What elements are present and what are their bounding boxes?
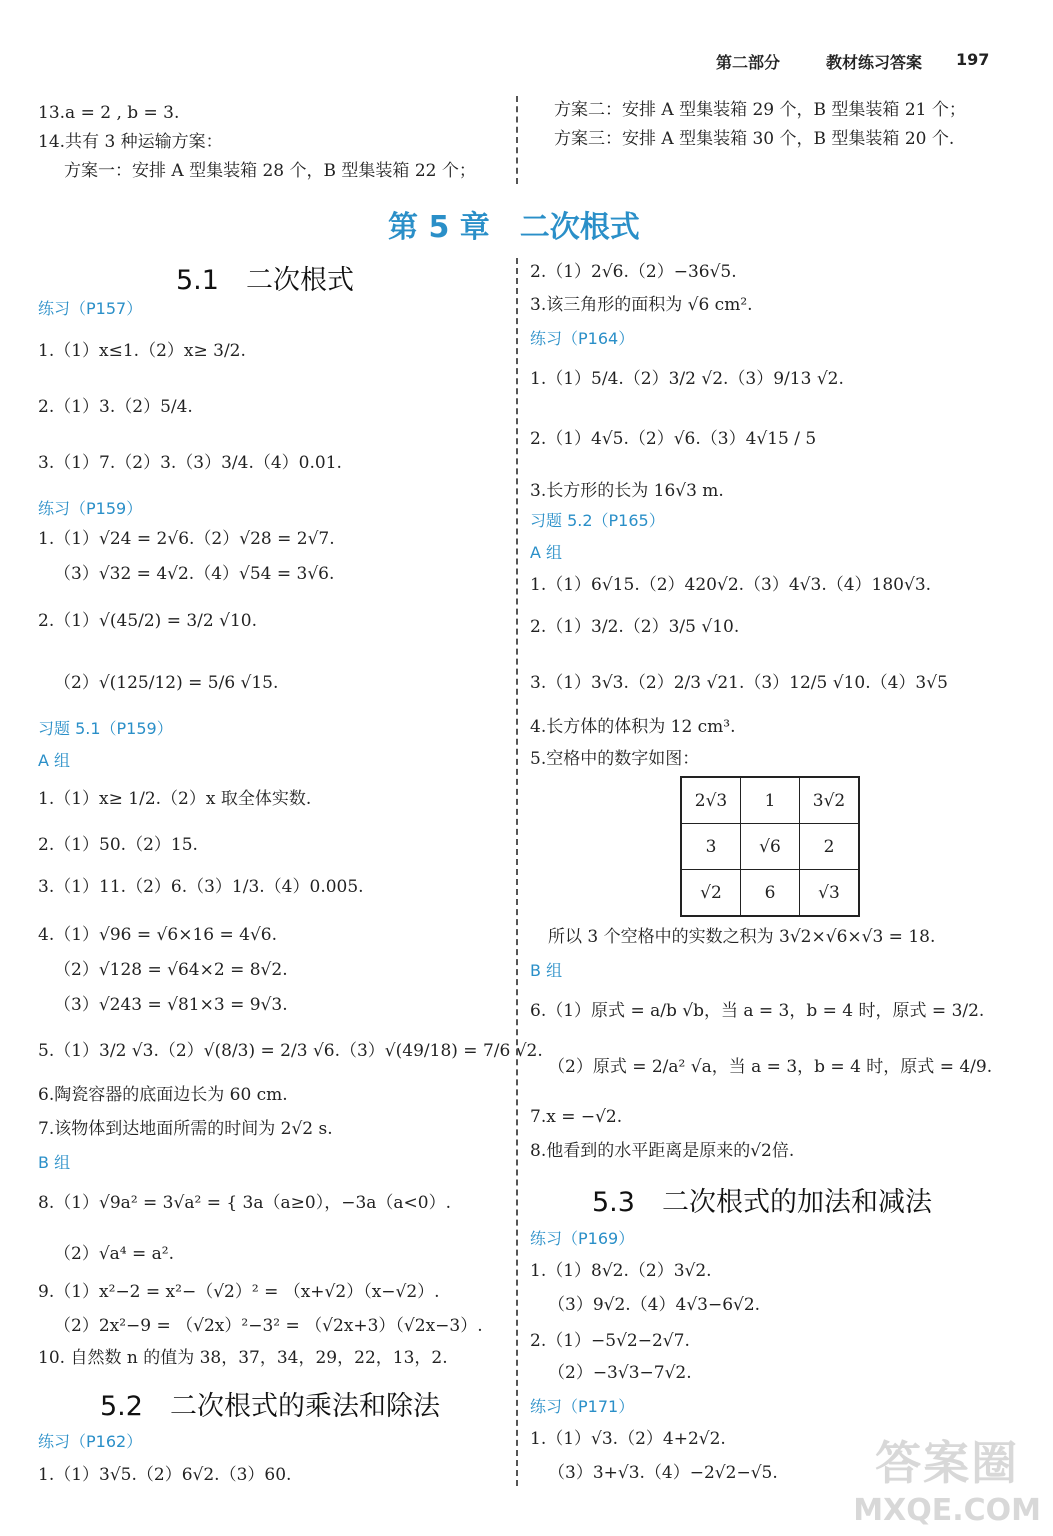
answer-line: 6.（1）原式 = a/b √b，当 a = 3，b = 4 时，原式 = 3/2. xyxy=(530,1001,985,1021)
column-divider-top xyxy=(516,96,518,184)
answer-line: （2）√a⁴ = a². xyxy=(54,1244,175,1264)
exercise-label: A 组 xyxy=(530,543,563,562)
plan-one: 方案一：安排 A 型集装箱 28 个，B 型集装箱 22 个； xyxy=(64,161,476,181)
grid-cell: 1 xyxy=(741,777,800,824)
answer-line: 3.（1）3√3.（2）2/3 √21.（3）12/5 √10.（4）3√5 xyxy=(530,673,948,693)
answer-line: 4.长方体的体积为 12 cm³. xyxy=(530,717,736,737)
answer-line: 3.（1）11.（2）6.（3）1/3.（4）0.005. xyxy=(38,877,364,897)
watermark-logo xyxy=(853,1427,1041,1528)
answer-14: 14.共有 3 种运输方案： xyxy=(38,132,223,152)
answer-line: 7.x = −√2. xyxy=(530,1107,623,1127)
exercise-label: B 组 xyxy=(38,1153,71,1172)
answer-line: 所以 3 个空格中的实数之积为 3√2×√6×√3 = 18. xyxy=(548,927,936,947)
header-part: 第二部分 xyxy=(716,53,781,72)
grid-cell: 3 xyxy=(681,824,741,870)
answer-line: 8.（1）√9a² = 3√a² = { 3a（a≥0），−3a（a<0）. xyxy=(38,1193,451,1213)
answer-grid xyxy=(680,776,860,917)
answer-line: 1.（1）3√5.（2）6√2.（3）60. xyxy=(38,1465,292,1485)
answer-line: （2）2x²−9 = （√2x）²−3² = （√2x+3）（√2x−3）. xyxy=(54,1316,483,1336)
answer-line: 1.（1）x≥ 1/2.（2）x 取全体实数. xyxy=(38,789,312,809)
grid-cell: √6 xyxy=(741,824,800,870)
answer-line: （2）原式 = 2/a² √a，当 a = 3，b = 4 时，原式 = 4/9. xyxy=(548,1057,993,1077)
answer-line: （3）3+√3.（4）−2√2−√5. xyxy=(548,1463,778,1483)
exercise-label: A 组 xyxy=(38,751,71,770)
exercise-label: 习题 5.1（P159） xyxy=(38,719,173,738)
answer-line: 5.（1）3/2 √3.（2）√(8/3) = 2/3 √6.（3）√(49/18) = 7/6 √2. xyxy=(38,1041,543,1061)
watermark-url: MXQE.COM xyxy=(853,1493,1041,1528)
grid-cell: 2 xyxy=(800,824,860,870)
exercise-label: 练习（P164） xyxy=(530,329,635,348)
answer-line: 4.（1）√96 = √6×16 = 4√6. xyxy=(38,925,277,945)
answer-line: 6.陶瓷容器的底面边长为 60 cm. xyxy=(38,1085,288,1105)
section-title: 5.2 二次根式的乘法和除法 xyxy=(100,1391,440,1422)
answer-line: 2.（1）3/2.（2）3/5 √10. xyxy=(530,617,740,637)
answer-line: 1.（1）5/4.（2）3/2 √2.（3）9/13 √2. xyxy=(530,369,844,389)
plan-two: 方案二：安排 A 型集装箱 29 个，B 型集装箱 21 个； xyxy=(554,100,966,120)
answer-line: 10. 自然数 n 的值为 38，37，34，29，22，13，2. xyxy=(38,1348,448,1368)
header-section: 教材练习答案 xyxy=(826,53,923,72)
answer-line: 3.长方形的长为 16√3 m. xyxy=(530,481,724,501)
answer-line: 7.该物体到达地面所需的时间为 2√2 s. xyxy=(38,1119,333,1139)
exercise-label: 练习（P169） xyxy=(530,1229,635,1248)
answer-line: 2.（1）4√5.（2）√6.（3）4√15 / 5 xyxy=(530,429,817,449)
answer-line: （3）9√2.（4）4√3−6√2. xyxy=(548,1295,761,1315)
exercise-label: 练习（P159） xyxy=(38,499,143,518)
section-title: 5.3 二次根式的加法和减法 xyxy=(592,1187,932,1218)
answer-line: 1.（1）x≤1.（2）x≥ 3/2. xyxy=(38,341,246,361)
grid-cell: 2√3 xyxy=(681,777,741,824)
answer-line: （2）√(125/12) = 5/6 √15. xyxy=(54,673,279,693)
answer-line: 3.（1）7.（2）3.（3）3/4.（4）0.01. xyxy=(38,453,342,473)
answer-line: 2.（1）2√6.（2）−36√5. xyxy=(530,262,737,282)
answer-line: 8.他看到的水平距离是原来的√2倍. xyxy=(530,1141,795,1161)
answer-line: 3.该三角形的面积为 √6 cm². xyxy=(530,295,753,315)
page-number: 197 xyxy=(956,50,990,69)
answer-line: 1.（1）8√2.（2）3√2. xyxy=(530,1261,712,1281)
grid-cell: 6 xyxy=(741,870,800,917)
answer-line: 9.（1）x²−2 = x²−（√2）² = （x+√2）（x−√2）. xyxy=(38,1282,440,1302)
answer-line: 2.（1）−5√2−2√7. xyxy=(530,1331,690,1351)
answer-line: 1.（1）√3.（2）4+2√2. xyxy=(530,1429,726,1449)
answer-line: （3）√243 = √81×3 = 9√3. xyxy=(54,995,288,1015)
watermark-text: 答案圈 xyxy=(875,1436,1020,1490)
plan-three: 方案三：安排 A 型集装箱 30 个，B 型集装箱 20 个. xyxy=(554,129,955,149)
answer-line: 1.（1）6√15.（2）420√2.（3）4√3.（4）180√3. xyxy=(530,575,932,595)
answer-line: 2.（1）√(45/2) = 3/2 √10. xyxy=(38,611,257,631)
section-title: 5.1 二次根式 xyxy=(176,265,354,296)
exercise-label: 练习（P162） xyxy=(38,1432,143,1451)
answer-line: （3）√32 = 4√2.（4）√54 = 3√6. xyxy=(54,564,335,584)
exercise-label: 练习（P171） xyxy=(530,1397,635,1416)
answer-line: 2.（1）50.（2）15. xyxy=(38,835,198,855)
answer-line: 5.空格中的数字如图： xyxy=(530,749,700,769)
exercise-label: 习题 5.2（P165） xyxy=(530,511,665,530)
answer-13: 13.a = 2 , b = 3. xyxy=(38,103,180,123)
grid-cell: √3 xyxy=(800,870,860,917)
grid-cell: √2 xyxy=(681,870,741,917)
answer-line: （2）−3√3−7√2. xyxy=(548,1363,692,1383)
answer-line: 2.（1）3.（2）5/4. xyxy=(38,397,193,417)
exercise-label: 练习（P157） xyxy=(38,299,143,318)
answer-line: （2）√128 = √64×2 = 8√2. xyxy=(54,960,288,980)
answer-line: 1.（1）√24 = 2√6.（2）√28 = 2√7. xyxy=(38,529,335,549)
grid-cell: 3√2 xyxy=(800,777,860,824)
chapter-title: 第 5 章 二次根式 xyxy=(388,210,640,245)
column-divider xyxy=(516,258,518,1486)
exercise-label: B 组 xyxy=(530,961,563,980)
